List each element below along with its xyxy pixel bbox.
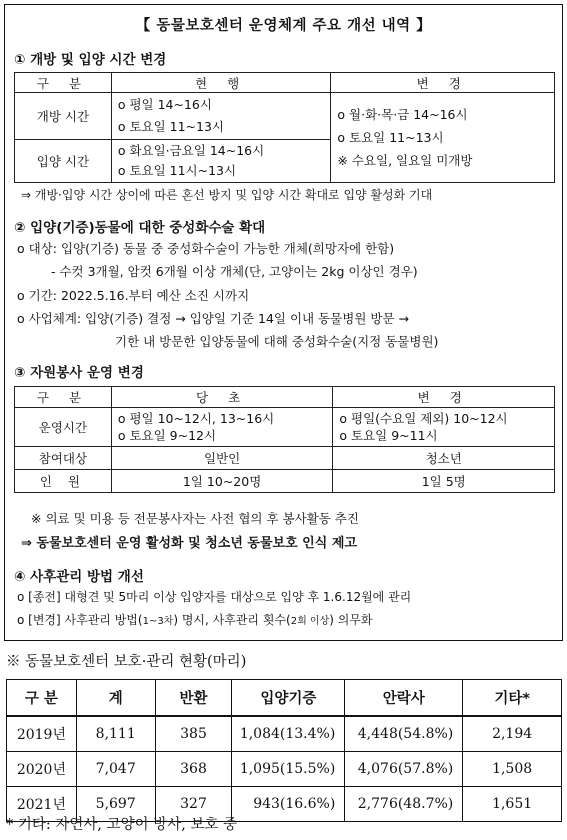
- volunteer-target-label: 참여대상: [15, 447, 112, 470]
- stats-header-cell: 구 분: [7, 680, 77, 717]
- stats-value-cell: 1,084(13.4%): [232, 716, 345, 752]
- adoption-hours-label: 입양 시간: [15, 140, 112, 183]
- volunteer-before-weekday: o 평일 10~12시, 13~16시: [117, 411, 275, 426]
- stats-value-cell: 1,095(15.5%): [232, 752, 345, 787]
- stats-value-cell: 5,697: [76, 787, 155, 822]
- stats-value-cell: 943(16.6%): [232, 787, 345, 822]
- volunteer-col-before: 당 초: [111, 387, 333, 408]
- volunteer-after-saturday: o 토요일 9~11시: [339, 428, 438, 443]
- volunteer-hours-before: [111, 408, 333, 447]
- opening-hours-label: 개방 시간: [15, 93, 112, 140]
- opening-hours-current: [111, 93, 331, 140]
- opening-hours-saturday: o 토요일 11~13시: [117, 119, 225, 134]
- volunteer-hours-after: [333, 408, 555, 447]
- hours-change-table: [14, 72, 555, 183]
- changed-saturday: o 토요일 11~13시: [337, 130, 444, 145]
- neuter-target-detail: - 수컷 3개월, 암컷 6개월 이상 개체(단, 고양이는 2kg 이상인 경우): [51, 264, 418, 279]
- volunteer-table: [14, 386, 555, 493]
- neuter-target: o 대상: 입양(기증) 동물 중 중성화수술이 가능한 개체(희망자에 한함): [17, 241, 395, 256]
- stats-value-cell: 4,448(54.8%): [345, 716, 463, 752]
- section1-note: ⇒ 개방·입양 시간 상이에 따른 혼선 방지 및 입양 시간 확대로 입양 활성화 기대: [21, 188, 433, 202]
- hours-col-label: 구 분: [15, 73, 112, 93]
- stats-value-cell: 327: [155, 787, 232, 822]
- volunteer-before-saturday: o 토요일 9~12시: [117, 428, 217, 443]
- changed-weekday: o 월·화·목·금 14~16시: [337, 107, 468, 122]
- volunteer-target-before: 일반인: [111, 447, 333, 470]
- stats-header-cell: 안락사: [345, 680, 463, 717]
- stats-footnote: * 기타: 자연사, 고양이 방사, 보호 중: [6, 817, 238, 833]
- stats-year-cell: 2020년: [7, 752, 77, 787]
- aftercare-stages: 1~3차: [142, 616, 174, 627]
- volunteer-count-label: 인 원: [15, 470, 112, 493]
- stats-value-cell: 2,194: [463, 716, 562, 752]
- aftercare-changed-part2: ) 명시, 사후관리 횟수(: [173, 613, 291, 627]
- stats-value-cell: 1,508: [463, 752, 562, 787]
- stats-row: [7, 752, 562, 787]
- changed-closed-days: ※ 수요일, 일요일 미개방: [337, 153, 473, 168]
- stats-header-cell: 기타*: [463, 680, 562, 717]
- stats-value-cell: 4,076(57.8%): [345, 752, 463, 787]
- neuter-process: o 사업체계: 입양(기증) 결정 → 입양일 기준 14일 이내 동물병원 방문 →: [17, 311, 409, 326]
- stats-value-cell: 368: [155, 752, 232, 787]
- hours-col-current: 현 행: [111, 73, 331, 93]
- shelter-stats-table: [6, 679, 562, 822]
- stats-year-cell: 2021년: [7, 787, 77, 822]
- volunteer-hours-label: 운영시간: [15, 408, 112, 447]
- aftercare-previous: o [종전] 대형견 및 5마리 이상 입양자를 대상으로 입양 후 1.6.12월에 관리: [17, 590, 412, 604]
- aftercare-changed: [17, 611, 373, 628]
- volunteer-col-after: 변 경: [333, 387, 555, 408]
- aftercare-changed-part1: o [변경] 사후관리 방법(: [17, 613, 143, 627]
- stats-header-cell: 입양기증: [232, 680, 345, 717]
- aftercare-changed-part3: ) 의무화: [329, 613, 373, 627]
- stats-year-cell: 2019년: [7, 716, 77, 752]
- stats-value-cell: 8,111: [76, 716, 155, 752]
- volunteer-count-after: 1일 5명: [333, 470, 555, 493]
- stats-value-cell: 1,651: [463, 787, 562, 822]
- document-title: 【 동물보호센터 운영체계 주요 개선 내역 】: [135, 18, 432, 34]
- stats-value-cell: 7,047: [76, 752, 155, 787]
- neuter-period: o 기간: 2022.5.16.부터 예산 소진 시까지: [17, 288, 250, 303]
- aftercare-count: 2회 이상: [290, 616, 330, 627]
- adoption-hours-saturday: o 토요일 11시~13시: [117, 163, 237, 178]
- section3-conclusion: ⇒ 동물보호센터 운영 활성화 및 청소년 동물보호 인식 제고: [21, 536, 357, 551]
- stats-caption: ※ 동물보호센터 보호·관리 현황(마리): [6, 654, 247, 670]
- neuter-process-detail: 기한 내 방문한 입양동물에 대해 중성화수술(지정 동물병원): [115, 334, 439, 349]
- stats-header-row: [7, 680, 562, 717]
- volunteer-count-before: 1일 10~20명: [111, 470, 333, 493]
- section2-heading: ② 입양(기증)동물에 대한 중성화수술 확대: [14, 220, 266, 236]
- section1-heading: ① 개방 및 입양 시간 변경: [14, 52, 167, 68]
- improvement-summary-box: [4, 4, 563, 641]
- stats-value-cell: 2,776(48.7%): [345, 787, 463, 822]
- hours-col-changed: 변 경: [331, 73, 555, 93]
- stats-row: [7, 716, 562, 752]
- stats-header-cell: 계: [76, 680, 155, 717]
- adoption-hours-current: [111, 140, 331, 183]
- stats-value-cell: 385: [155, 716, 232, 752]
- hours-changed-cell: [331, 93, 555, 183]
- opening-hours-weekday: o 평일 14~16시: [117, 97, 212, 112]
- volunteer-after-weekday: o 평일(수요일 제외) 10~12시: [339, 411, 508, 426]
- section4-heading: ④ 사후관리 방법 개선: [14, 569, 144, 585]
- adoption-hours-weekday: o 화요일·금요일 14~16시: [117, 143, 265, 158]
- section3-heading: ③ 자원봉사 운영 변경: [14, 365, 144, 381]
- volunteer-target-after: 청소년: [333, 447, 555, 470]
- section3-note: ※ 의료 및 미용 등 전문봉사자는 사전 협의 후 봉사활동 추진: [31, 511, 359, 526]
- stats-header-cell: 반환: [155, 680, 232, 717]
- volunteer-col-label: 구 분: [15, 387, 112, 408]
